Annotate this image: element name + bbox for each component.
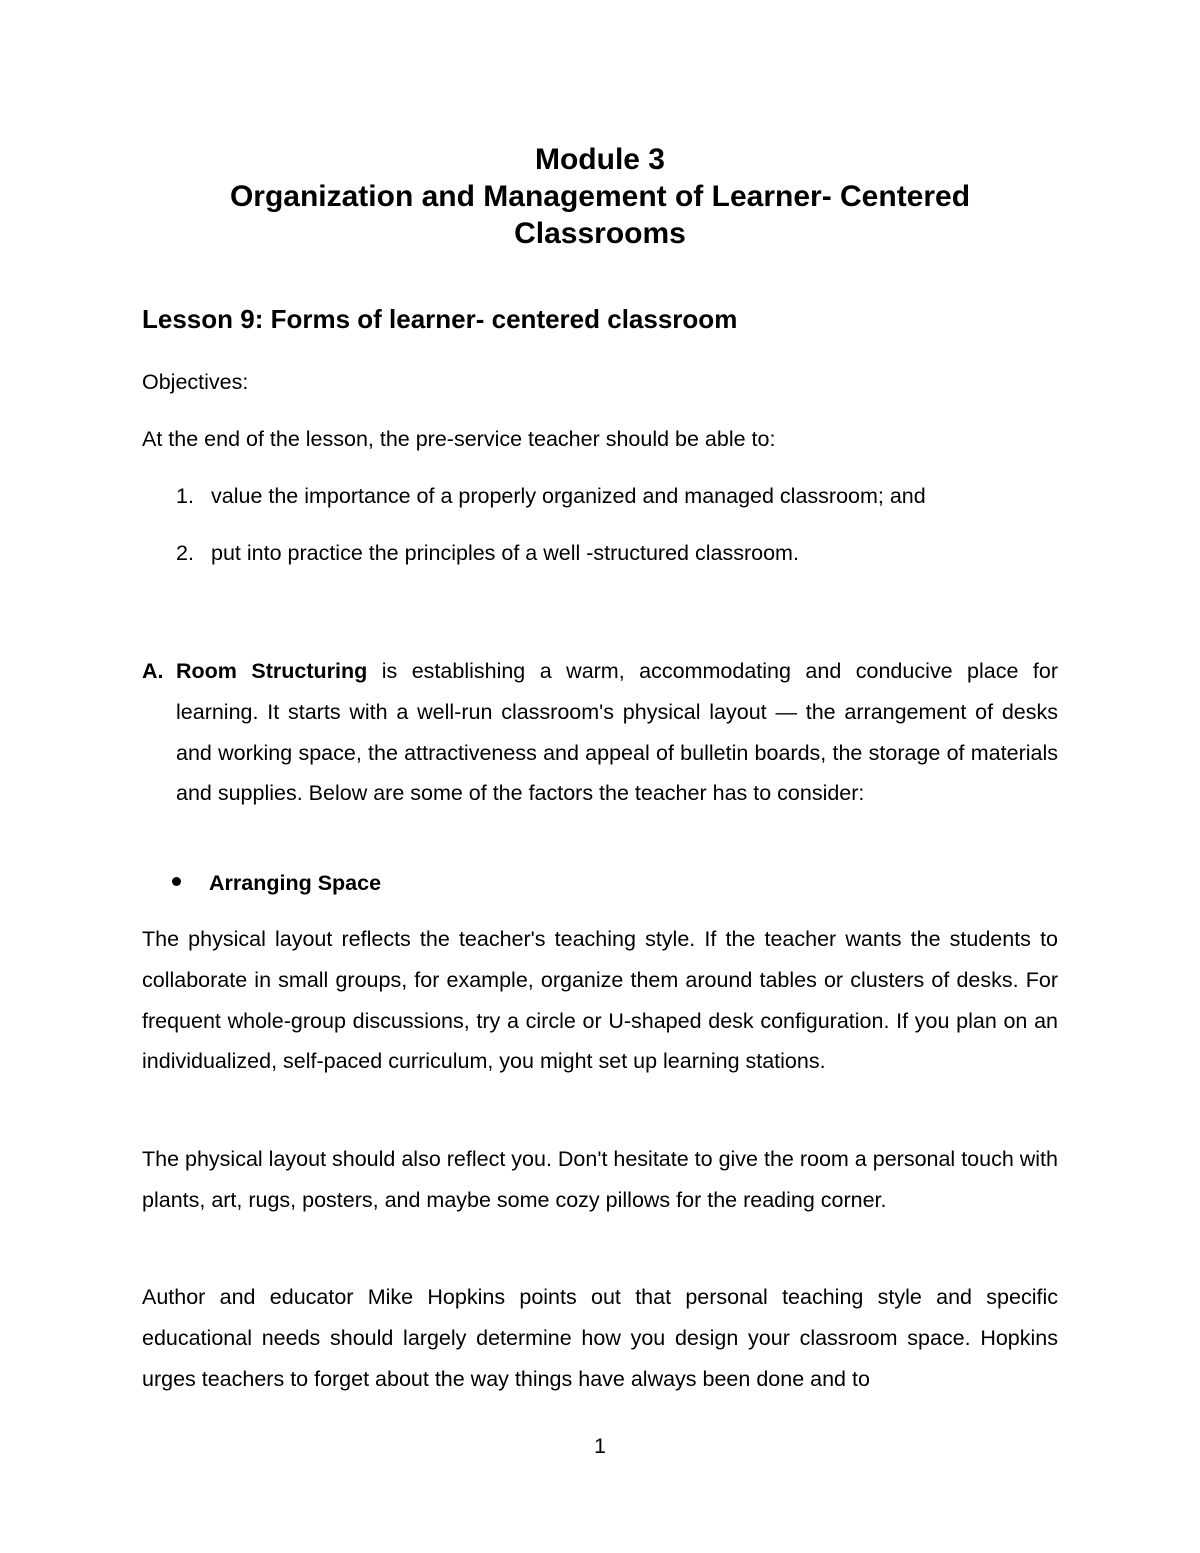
objective-item [176, 482, 926, 510]
module-title-block [0, 141, 1200, 252]
module-number: Module 3 [534, 143, 665, 176]
objective-item [176, 539, 799, 567]
objective-text: put into practice the principles of a well -structured classroom. [211, 541, 799, 565]
body-paragraph: The physical layout should also reflect you. Don't hesitate to give the room a personal touch with plants, art, rugs, posters, and maybe some cozy pillows for the reading corner. [142, 1147, 1058, 1212]
body-paragraph: Author and educator Mike Hopkins points out that personal teaching style and specific educational needs should largely determine how you design your classroom space. Hopkins urges teachers to forget about the way things have always been done and to [142, 1285, 1058, 1391]
module-title-line-1: Organization and Management of Learner- Centered [229, 180, 971, 213]
section-letter: A. [142, 659, 164, 683]
bullet-dot-icon [172, 877, 181, 886]
bullet-label: Arranging Space [209, 871, 382, 895]
bullet-item [172, 869, 381, 897]
objectives-intro: At the end of the lesson, the pre-service teacher should be able to: [142, 427, 776, 451]
section-a-paragraph [176, 651, 1058, 814]
section-text: is establishing a warm, accommodating and conducive place for learning. It starts with a well-run classroom's physical layout — the arrangement of desks and working space, the attractiveness and appeal of bulletin boards, the storage of materials and supplies. Below are some of the factors the teacher has to consider: [176, 659, 1058, 806]
objective-text: value the importance of a properly organized and managed classroom; and [211, 484, 926, 508]
page-number: 1 [594, 1434, 606, 1458]
lesson-heading: Lesson 9: Forms of learner- centered classroom [142, 304, 738, 334]
section-term: Room Structuring [176, 659, 368, 683]
objectives-label: Objectives: [142, 370, 249, 394]
body-paragraph: The physical layout reflects the teacher's teaching style. If the teacher wants the students to collaborate in small groups, for example, organize them around tables or clusters of desks. For frequent whole-group discussions, try a circle or U-shaped desk configuration. If you plan on an individualized, self-paced curriculum, you might set up learning stations. [142, 927, 1058, 1074]
module-title-line-2: Classrooms [514, 217, 686, 250]
section-a [142, 651, 1058, 814]
objective-number: 2. [176, 541, 194, 565]
objective-number: 1. [176, 484, 194, 508]
